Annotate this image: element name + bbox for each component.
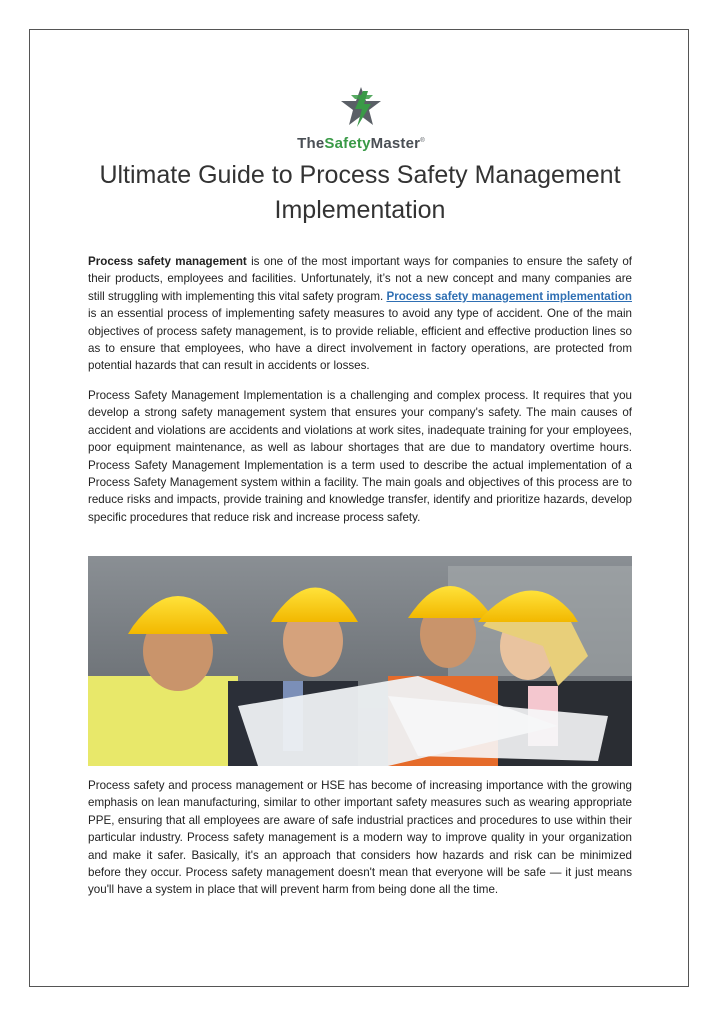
psm-implementation-link[interactable]: Process safety management implementation: [386, 289, 632, 303]
workers-image: [88, 556, 632, 766]
paragraph-conclusion: Process safety and process management or HSE has become of increasing importance with the growing emphasis on lean manufacturing, similar to other important safety measures such as wearing appropriate PPE, ensuring that all employees are aware of safe industrial practices and procedures to use within their particular industry. Process safety management is a modern way to improve quality in your organization and make it safer. Basically, it's an approach that considers how hazards and risk can be minimized before they occur. Process safety management doesn't mean that everyone will be safe — it just means you'll have a system in place that will prevent harm from being done all the time.: [88, 779, 632, 897]
paragraph-challenges: Process Safety Management Implementation is a challenging and complex process. It requires that you develop a strong safety management system that ensures your company's safety. The main causes of accident and violations are accidents and violations at work sites, inadequate training for your employees, poor equipment maintenance, as well as labour shortages that are due to mandatory overtime hours. Process Safety Management Implementation is a term used to describe the actual implementation of a Process Safety Management system within a facility. The main goals and objectives of this process are to reduce risks and impacts, provide training and knowledge transfer, identify and prioritize hazards, develop specific procedures that reduce risk and increase process safety.: [88, 389, 632, 524]
title-line-2: Implementation: [274, 196, 446, 224]
brand-logo: [290, 85, 432, 155]
bolt-star-logo-icon: [333, 85, 389, 131]
title-line-1: Ultimate Guide to Process Safety Management: [99, 161, 621, 189]
paragraph-intro: Process safety management is one of the most important ways for companies to ensure the safety of their products, employees and facilities. Unfortunately, it’s not a new concept and many companies are still struggling with implementing this vital safety program. Process safety management implementation is an essential process of implementing safety measures to avoid any type of accident. One of the main objectives of process safety management, is to provide reliable, efficient and effective production lines so as to ensure that employees, who have a direct involvement in factory operations, are protected from potential hazards that can result in accidents or losses.: [88, 255, 632, 373]
brand-wordmark: TheSafetyMaster®: [297, 135, 425, 152]
bold-lead: Process safety management: [88, 255, 247, 268]
page-title: [60, 158, 660, 228]
safety-workers-photo: [88, 556, 632, 766]
